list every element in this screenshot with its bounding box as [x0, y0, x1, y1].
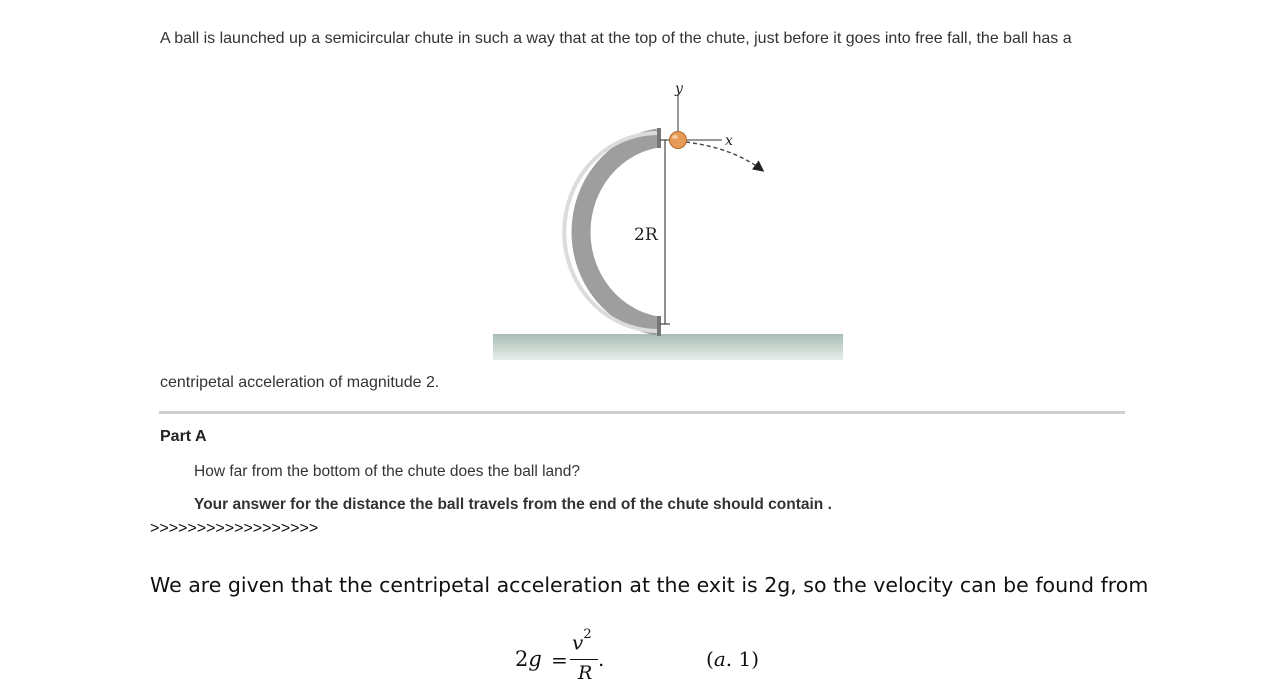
x-axis-label: x: [725, 133, 733, 149]
solution-text: We are given that the centripetal acceleration at the exit is 2g, so the velocity can be found from: [150, 573, 1149, 597]
lhs-variable: g: [528, 647, 542, 671]
fraction-numerator: [572, 629, 592, 653]
lhs-coefficient: 2: [515, 647, 529, 671]
equation-label: [706, 647, 759, 671]
equation-period: .: [598, 647, 605, 671]
fraction-denominator: R: [578, 662, 593, 684]
part-title: Part A: [160, 428, 207, 445]
fraction-bar: [570, 659, 598, 660]
problem-continuation: centripetal acceleration of magnitude 2.: [160, 374, 440, 391]
numerator-variable: v: [572, 630, 584, 655]
question-text: How far from the bottom of the chute does the ball land?: [194, 463, 581, 480]
answer-requirement: Your answer for the distance the ball travels from the end of the chute should contain .: [194, 496, 832, 513]
y-axis-label: y: [675, 81, 683, 97]
trajectory-path: [686, 142, 762, 170]
problem-intro: A ball is launched up a semicircular chute in such a way that at the top of the chute, just before it goes into free fall, the ball has a: [160, 30, 1072, 47]
section-divider: [159, 411, 1125, 414]
equation-label-text: (a. 1): [706, 647, 759, 671]
equals-sign: =: [551, 648, 568, 672]
chute-figure: [488, 80, 848, 365]
numerator-exponent: 2: [583, 627, 592, 642]
height-label: 2R: [634, 225, 658, 245]
equation-lhs: [515, 647, 542, 671]
ball: [670, 132, 687, 149]
separator-arrows: >>>>>>>>>>>>>>>>>>: [150, 520, 319, 537]
ground: [493, 334, 843, 360]
